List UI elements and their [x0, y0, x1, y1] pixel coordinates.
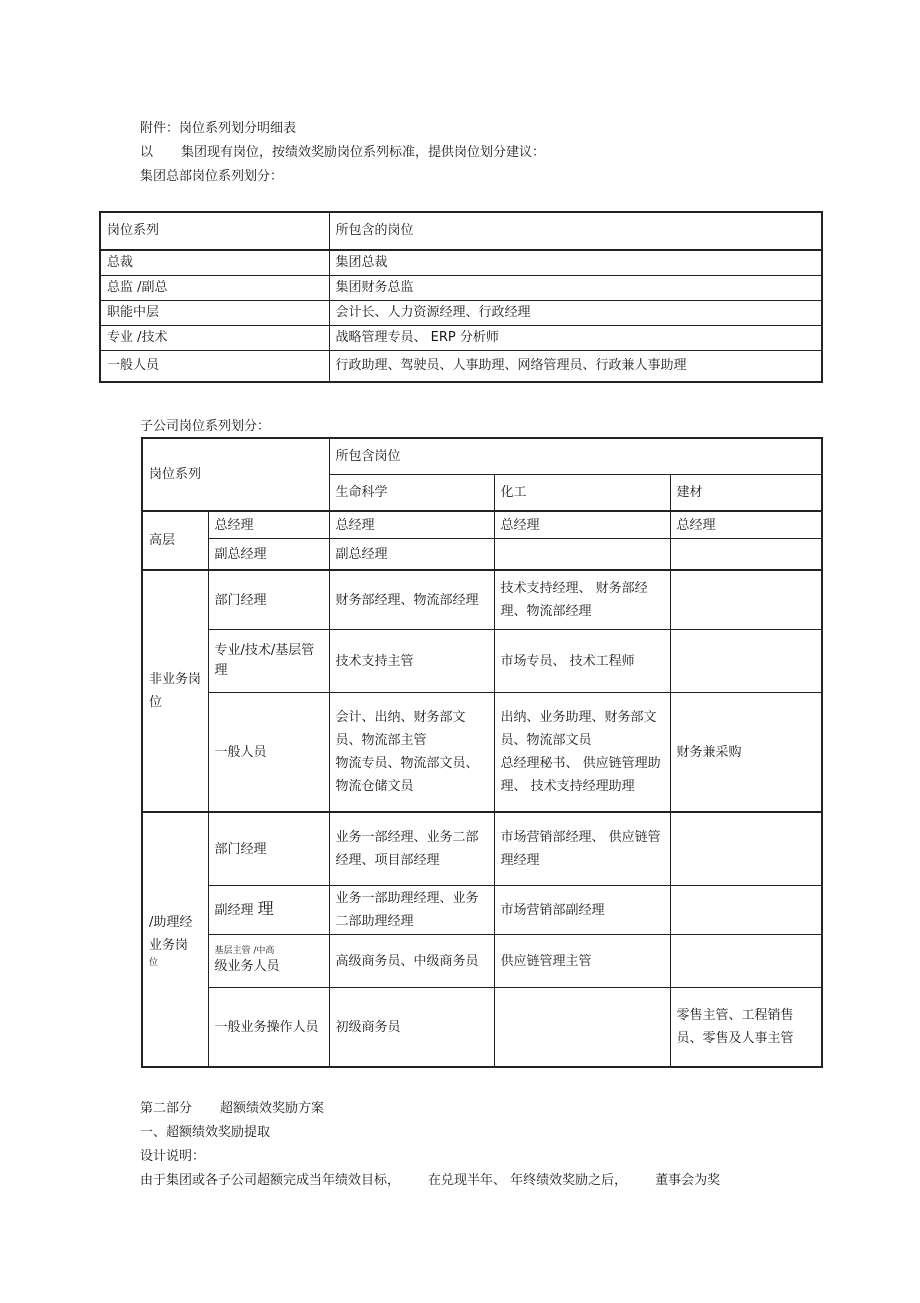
- cell: 一般人员: [208, 693, 329, 813]
- cell: 供应链管理主管: [494, 935, 670, 988]
- cell: 一般人员: [100, 351, 329, 383]
- cell-text: 级业务人员: [214, 959, 280, 974]
- cell: 业务一部经理、业务二部经理、项目部经理: [329, 812, 494, 886]
- cell-text: 物流专员、物流部文员、物流仓储文员: [335, 756, 479, 794]
- paragraph-part-a: 由于集团或各子公司超额完成当年绩效目标，: [140, 1173, 401, 1188]
- cell: 市场营销部副经理: [494, 886, 670, 935]
- cell: [494, 988, 670, 1068]
- cell: [208, 886, 329, 935]
- table-row: [142, 886, 822, 935]
- cell: 部门经理: [208, 570, 329, 630]
- cell: 高级商务员、中级商务员: [329, 935, 494, 988]
- cell: 职能中层: [100, 301, 329, 326]
- paragraph-part-b: 在兑现半年、 年终绩效奖励之后，: [428, 1173, 628, 1188]
- cell: 技术支持经理、 财务部经理、物流部经理: [494, 570, 670, 630]
- group-business-line2: 位: [149, 957, 159, 968]
- table-row: [142, 630, 822, 693]
- cell: 技术支持主管: [329, 630, 494, 693]
- group-business-line1: /助理经业务岗: [149, 914, 193, 953]
- group-business: [142, 812, 208, 1067]
- cell: 副总经理: [329, 539, 494, 571]
- header-series: 岗位系列: [100, 212, 329, 250]
- cell: [670, 630, 822, 693]
- part-heading: [140, 1097, 324, 1116]
- header-contains: 所包含岗位: [329, 438, 822, 475]
- cell: 财务兼采购: [670, 693, 822, 813]
- header-life-science: 生命科学: [329, 475, 494, 512]
- table-row: [100, 326, 822, 351]
- header-positions: 所包含的岗位: [329, 212, 822, 250]
- header-chemical: 化工: [494, 475, 670, 512]
- table-row: [142, 570, 822, 630]
- table-row: [142, 511, 822, 539]
- cell: [208, 935, 329, 988]
- header-series: 岗位系列: [142, 438, 329, 511]
- table-row: [100, 250, 822, 276]
- paragraph-part-c: 董事会为奖: [655, 1173, 721, 1188]
- sub-section-title: 子公司岗位系列划分：: [140, 419, 271, 434]
- cell: 总经理: [494, 511, 670, 539]
- cell: 行政助理、驾驶员、人事助理、网络管理员、行政兼人事助理: [329, 351, 822, 383]
- cell: 副总经理: [208, 539, 329, 571]
- part-title: 超额绩效奖励方案: [220, 1101, 325, 1116]
- table-row: [142, 988, 822, 1068]
- cell: 市场营销部经理、 供应链管理经理: [494, 812, 670, 886]
- cell: 总监 /副总: [100, 276, 329, 301]
- cell: 总经理: [208, 511, 329, 539]
- table-row: [142, 438, 822, 475]
- cell: 战略管理专员、 ERP 分析师: [329, 326, 822, 351]
- cell: 市场专员、 技术工程师: [494, 630, 670, 693]
- part-number: 第二部分: [140, 1101, 193, 1116]
- table-row: [142, 693, 822, 813]
- cell: 一般业务操作人员: [208, 988, 329, 1068]
- cell: 业务一部助理经理、业务二部助理经理: [329, 886, 494, 935]
- table-row: [100, 212, 822, 250]
- cell: [670, 539, 822, 571]
- cell-text: 会计、出纳、财务部文员、物流部主管: [335, 710, 466, 748]
- hq-position-table: [99, 211, 823, 383]
- design-note-label: 设计说明：: [140, 1149, 206, 1164]
- table-row: [142, 812, 822, 886]
- table-row: [142, 539, 822, 571]
- table-row: [100, 276, 822, 301]
- cell: 总裁: [100, 250, 329, 276]
- subsidiary-position-table: [141, 437, 823, 1068]
- cell: 初级商务员: [329, 988, 494, 1068]
- cell: 部门经理: [208, 812, 329, 886]
- cell: 总经理: [670, 511, 822, 539]
- group-senior: 高层: [142, 511, 208, 570]
- cell-text: 理: [257, 899, 274, 918]
- paragraph: [140, 1169, 720, 1188]
- cell: [670, 935, 822, 988]
- attachment-title: 附件：岗位系列划分明细表: [140, 121, 297, 136]
- intro-line: [140, 141, 545, 160]
- cell: [494, 539, 670, 571]
- table-row: [100, 351, 822, 383]
- table-row: [142, 935, 822, 988]
- cell: [670, 812, 822, 886]
- cell: [329, 693, 494, 813]
- header-building-materials: 建材: [670, 475, 822, 512]
- group-non-business: 非业务岗位: [142, 570, 208, 812]
- cell: 专业/技术/基层管理: [208, 630, 329, 693]
- hq-section-title: 集团总部岗位系列划分：: [140, 169, 284, 184]
- cell: 财务部经理、物流部经理: [329, 570, 494, 630]
- cell-text: 基层主管 /中高: [214, 946, 275, 956]
- cell: [670, 886, 822, 935]
- table-row: [100, 301, 822, 326]
- cell: [494, 693, 670, 813]
- cell: [670, 570, 822, 630]
- section-heading: 一、超额绩效奖励提取: [140, 1125, 271, 1140]
- cell: 集团总裁: [329, 250, 822, 276]
- intro-line-b: 集团现有岗位，按绩效奖励岗位系列标准，提供岗位划分建议：: [181, 145, 546, 160]
- cell: 会计长、人力资源经理、行政经理: [329, 301, 822, 326]
- cell-text: 出纳、业务助理、财务部文员、物流部文员: [500, 710, 657, 748]
- intro-line-a: 以: [140, 145, 154, 160]
- cell-text: 总经理秘书、 供应链管理助理、 技术支持经理助理: [500, 756, 661, 794]
- cell: 零售主管、工程销售员、零售及人事主管: [670, 988, 822, 1068]
- cell-text: 副经理: [214, 903, 254, 918]
- cell: 专业 /技术: [100, 326, 329, 351]
- cell: 总经理: [329, 511, 494, 539]
- cell: 集团财务总监: [329, 276, 822, 301]
